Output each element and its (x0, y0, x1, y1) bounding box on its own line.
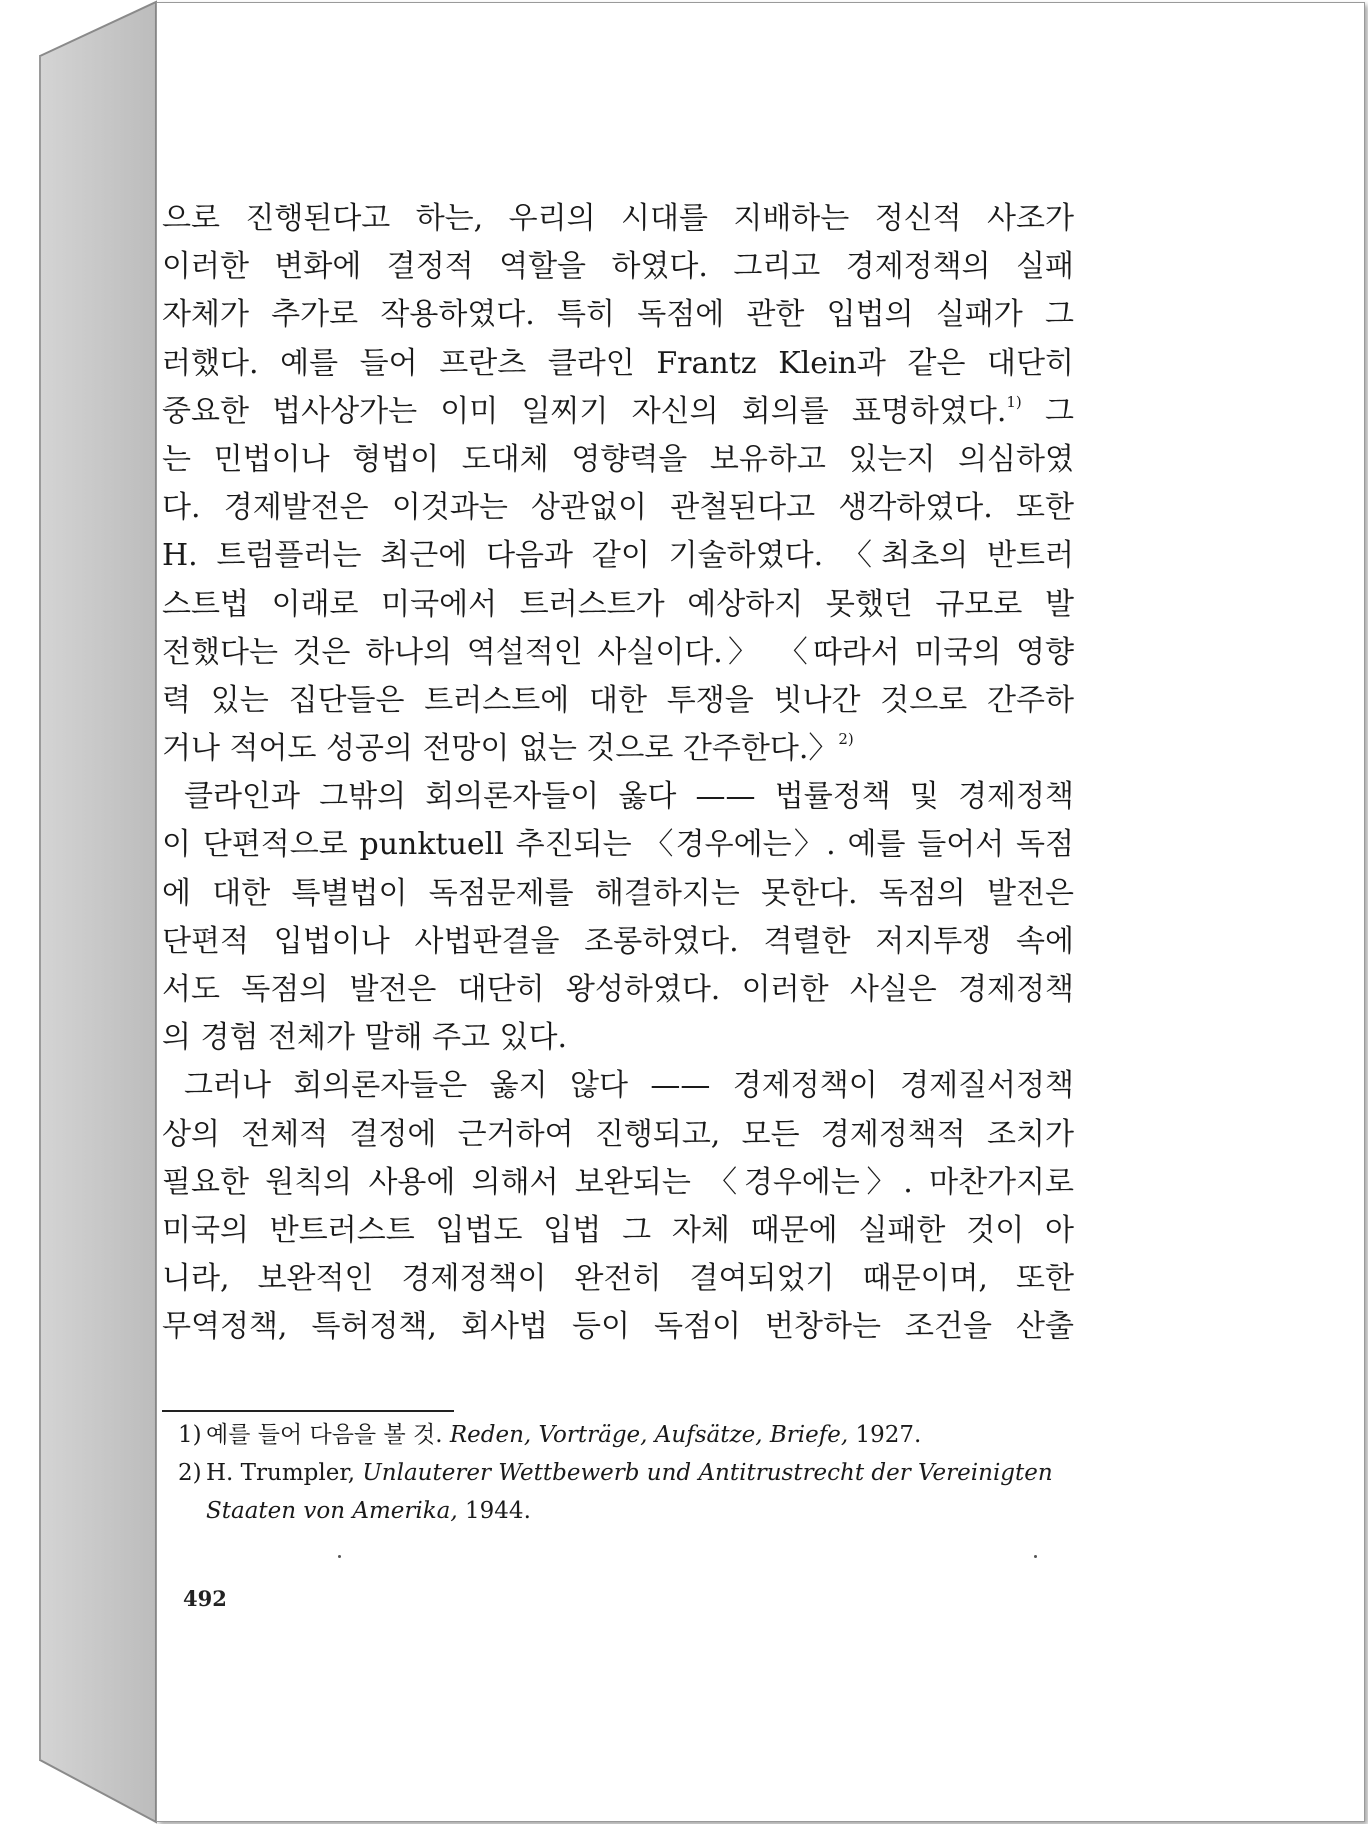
text-line: H. 트럼플러는 최근에 다음과 같이 기술하였다. 〈최초의 반트러 (162, 538, 1074, 574)
text-line: 이 단편적으로 punktuell 추진되는 〈경우에는〉. 예를 들어서 독점 (162, 827, 1074, 863)
text-line: 자체가 추가로 작용하였다. 특히 독점에 관한 입법의 실패가 그 (162, 297, 1074, 333)
text-line: 러했다. 예를 들어 프란츠 클라인 Frantz Klein과 같은 대단히 (162, 345, 1074, 381)
footnote-ref-1: 1) (1006, 392, 1022, 411)
footnote-number: 1) (178, 1422, 202, 1448)
scan-speck (338, 1555, 341, 1558)
text-line: 으로 진행된다고 하는, 우리의 시대를 지배하는 정신적 사조가 (162, 201, 1074, 236)
text-line: 전했다는 것은 하나의 역설적인 사실이다.〉 〈따라서 미국의 영향 (162, 634, 1074, 670)
text-line (162, 725, 1074, 773)
paragraph-start: 클라인과 그밖의 회의론자들이 옳다 —— 법률정책 및 경제정책 (184, 779, 1074, 815)
text-segment: 중요한 법사상가는 이미 일찌기 자신의 회의를 표명하였다. (162, 393, 1007, 429)
footnotes (178, 1416, 1078, 1530)
text-line: 다. 경제발전은 이것과는 상관없이 관철된다고 생각하였다. 또한 (162, 490, 1074, 526)
text-line: 필요한 원칙의 사용에 의해서 보완되는 〈경우에는〉. 마찬가지로 (162, 1164, 1074, 1200)
footnote-text: 예를 들어 다음을 볼 것. (206, 1422, 450, 1448)
footnote-title: Unlauterer Wettbewerb und Antitrustrecht der Vereinigten (362, 1460, 1053, 1486)
text-segment: 거나 적어도 성공의 전망이 없는 것으로 간주한다.〉 (162, 731, 839, 767)
text-line: 스트법 이래로 미국에서 트러스트가 예상하지 못했던 규모로 발 (162, 586, 1074, 622)
footnote-ref-2: 2) (838, 730, 854, 749)
text-line (162, 388, 1074, 436)
footnote-2-continued (178, 1492, 1078, 1530)
text-line: 이러한 변화에 결정적 역할을 하였다. 그리고 경제정책의 실패 (162, 249, 1074, 285)
footnote-title: Staaten von Amerika, (206, 1498, 458, 1524)
text-line: 는 민법이나 형법이 도대체 영향력을 보유하고 있는지 의심하였 (162, 441, 1074, 477)
footnote-title: Reden, Vorträge, Aufsätze, Briefe, (449, 1422, 849, 1448)
footnote-2 (178, 1454, 1078, 1492)
scan-speck (1034, 1555, 1037, 1558)
book-spine (0, 0, 160, 1824)
footnote-1 (178, 1416, 1078, 1454)
footnote-number: 2) (178, 1460, 202, 1486)
text-line: 니라, 보완적인 경제정책이 완전히 결여되었기 때문이며, 또한 (162, 1261, 1074, 1297)
text-line: 미국의 반트러스트 입법도 입법 그 자체 때문에 실패한 것이 아 (162, 1212, 1074, 1248)
paragraph-start: 그러나 회의론자들은 옳지 않다 —— 경제정책이 경제질서정책 (184, 1068, 1074, 1104)
text-segment: 그 (1045, 393, 1074, 429)
footnote-divider (162, 1410, 454, 1412)
body-text (162, 195, 1074, 1352)
text-line: 의 경험 전체가 말해 주고 있다. (162, 1020, 567, 1056)
text-line: 서도 독점의 발전은 대단히 왕성하였다. 이러한 사실은 경제정책 (162, 972, 1074, 1007)
footnote-year: 1944. (457, 1498, 531, 1524)
footnote-year: 1927. (848, 1422, 922, 1448)
text-line: 무역정책, 특허정책, 회사법 등이 독점이 번창하는 조건을 산출 (162, 1309, 1074, 1345)
text-line: 상의 전체적 결정에 근거하여 진행되고, 모든 경제정책적 조치가 (162, 1116, 1074, 1152)
text-line: 력 있는 집단들은 트러스트에 대한 투쟁을 빗나간 것으로 간주하 (162, 682, 1074, 718)
text-line: 단편적 입법이나 사법판결을 조롱하였다. 격렬한 저지투쟁 속에 (162, 923, 1074, 959)
text-line: 에 대한 특별법이 독점문제를 해결하지는 못한다. 독점의 발전은 (162, 875, 1074, 911)
page-number: 492 (183, 1586, 227, 1611)
footnote-author: H. Trumpler, (206, 1460, 363, 1486)
